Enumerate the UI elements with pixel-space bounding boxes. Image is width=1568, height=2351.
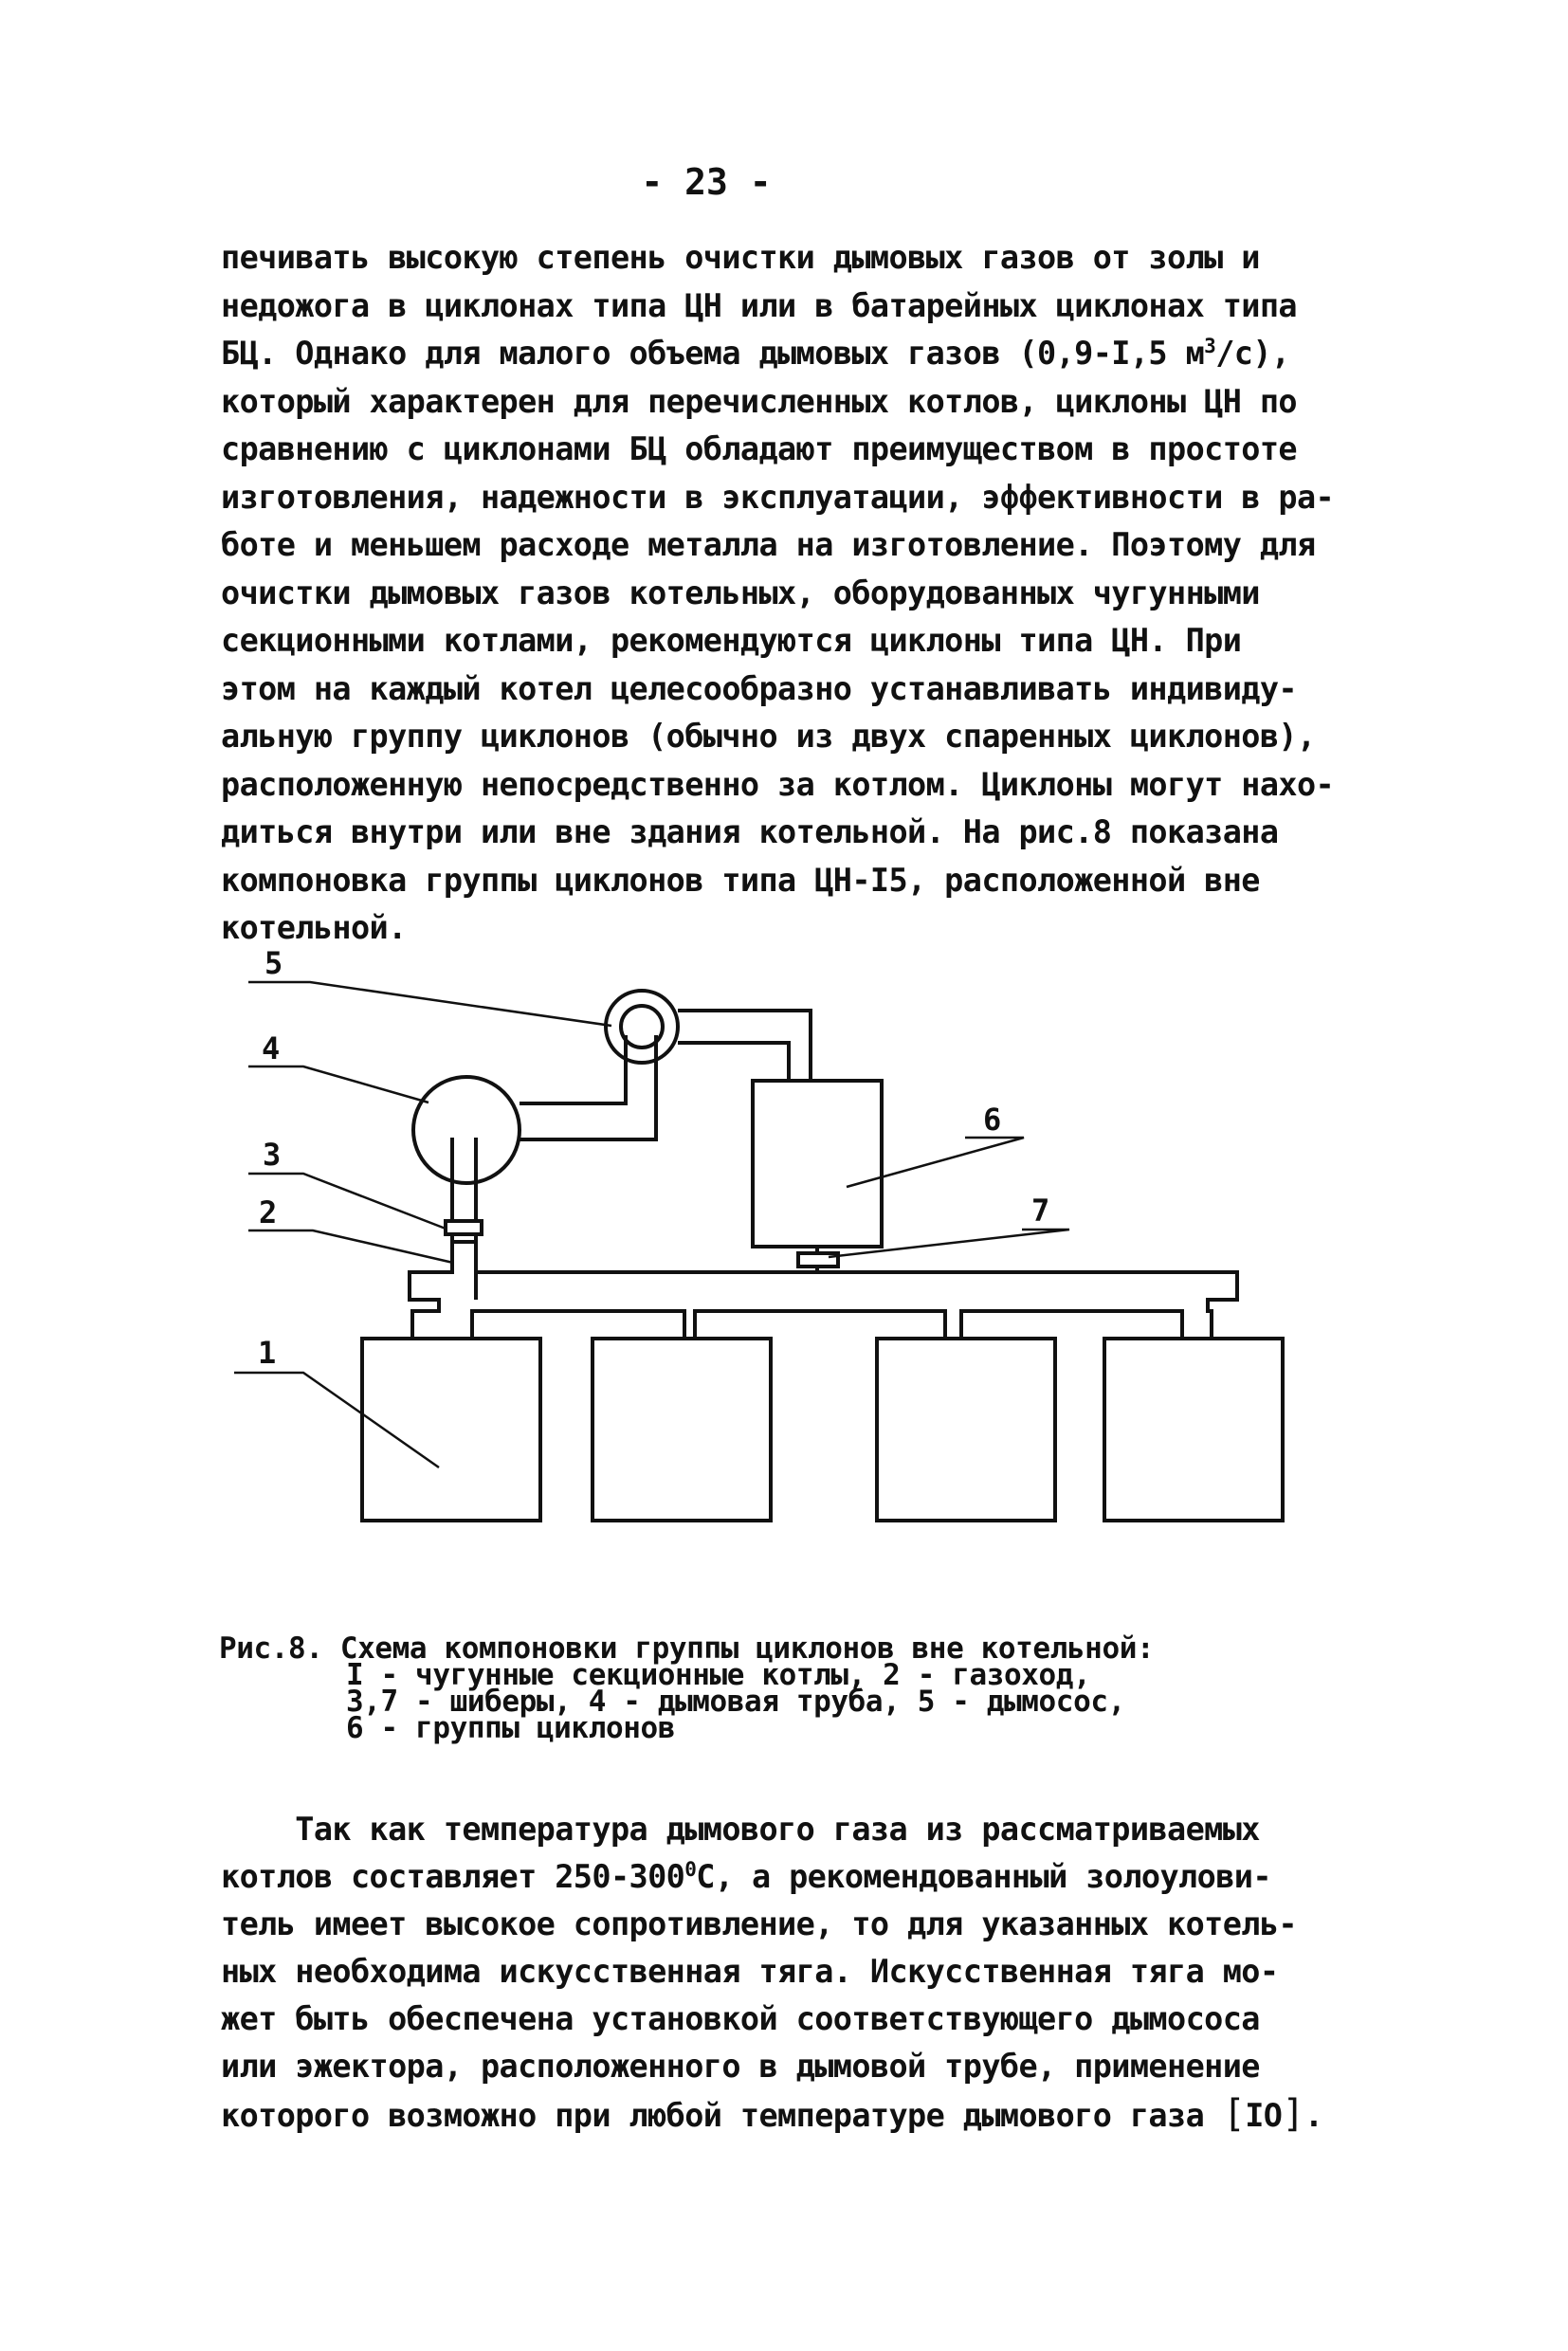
text-segment: которого возможно при любой температуре дымового газа (221, 2097, 1223, 2134)
bracket-close: ] (1282, 2092, 1304, 2136)
text-line: или эжектора, расположенного в дымовой трубе, применение (221, 2048, 1260, 2085)
label-5: 5 (264, 945, 283, 981)
text-segment: котлов составляет 250-300 (221, 1858, 685, 1895)
text-line: боте и меньшем расходе металла на изготовление. Поэтому для (221, 526, 1316, 563)
text-line: этом на каждый котел целесообразно устанавливать индивиду- (221, 669, 1297, 707)
caption-line: 6 - группы циклонов (346, 1711, 676, 1745)
text-segment: /с), (1215, 335, 1290, 372)
label-2: 2 (259, 1194, 278, 1230)
figure-caption (219, 1631, 1357, 1745)
text-line: жет быть обеспечена установкой соответствующего дымососа (221, 2000, 1260, 2037)
text-line: альную группу циклонов (обычно из двух спаренных циклонов), (221, 718, 1316, 755)
text-line: недожога в циклонах типа ЦН или в батарейных циклонах типа (221, 286, 1297, 324)
text-line: которого возможно при любой температуре дымового газа [IO]. (221, 2092, 1323, 2136)
text-line: Так как температура дымового газа из рассматриваемых (221, 1811, 1260, 1848)
text-line: тель имеет высокое сопротивление, то для указанных котель- (221, 1905, 1297, 1942)
smoke-exhauster (606, 991, 678, 1063)
boiler-1 (362, 1339, 540, 1521)
text-line (221, 330, 1340, 378)
label-3: 3 (263, 1137, 282, 1173)
unit-superscript: 3 (1204, 334, 1216, 357)
paragraph-1 (221, 234, 1340, 953)
bracket-open: [ (1222, 2092, 1246, 2136)
chimney (413, 1077, 520, 1183)
text-line: диться внутри или вне здания котельной. На рис.8 показана (221, 813, 1279, 850)
label-1: 1 (258, 1335, 277, 1371)
text-segment: С, а рекомендованный золоулови- (696, 1858, 1271, 1895)
text-line (221, 1853, 1340, 1901)
caption-line: 3,7 - шиберы, 4 - дымовая труба, 5 - дымосос, (346, 1685, 1125, 1719)
text-line: секционными котлами, рекомендуются циклоны типа ЦН. При (221, 622, 1242, 659)
label-4: 4 (262, 1030, 281, 1066)
text-line: который характерен для перечисленных котлов, циклоны ЦН по (221, 382, 1297, 420)
text-line: очистки дымовых газов котельных, оборудованных чугунными (221, 574, 1260, 611)
reference-number: IO (1245, 2097, 1283, 2134)
text-line: печивать высокую степень очистки дымовых газов от золы и (221, 239, 1260, 276)
caption-line: I - чугунные секционные котлы, 2 - газоход, (346, 1658, 1091, 1692)
damper-3 (446, 1221, 482, 1234)
boiler-4 (1104, 1339, 1283, 1521)
caption-line: Рис.8. Схема компоновки группы циклонов вне котельной: (219, 1631, 1155, 1666)
degree-superscript: 0 (684, 1857, 697, 1881)
paragraph-2 (221, 1806, 1340, 2140)
text-line: ных необходима искусственная тяга. Искусственная тяга мо- (221, 1953, 1279, 1990)
damper-7 (798, 1253, 838, 1267)
label-7: 7 (1031, 1193, 1050, 1229)
text-line: изготовления, надежности в эксплуатации, эффективности в ра- (221, 478, 1335, 516)
text-line: котельной. (221, 909, 407, 946)
page-number: - 23 - (641, 161, 772, 203)
cyclone-group (753, 1081, 882, 1247)
gas-duct (410, 1242, 1237, 1339)
text-segment: БЦ. Однако для малого объема дымовых газов (0,9-I,5 м (221, 335, 1205, 372)
label-6: 6 (983, 1102, 1002, 1138)
text-line: расположенную непосредственно за котлом. Циклоны могут нахо- (221, 765, 1335, 803)
boiler-2 (593, 1339, 771, 1521)
text-line: сравнению с циклонами БЦ обладают преимуществом в простоте (221, 430, 1297, 467)
boiler-3 (877, 1339, 1055, 1521)
text-line: компоновка группы циклонов типа ЦН-I5, расположенной вне (221, 861, 1260, 899)
